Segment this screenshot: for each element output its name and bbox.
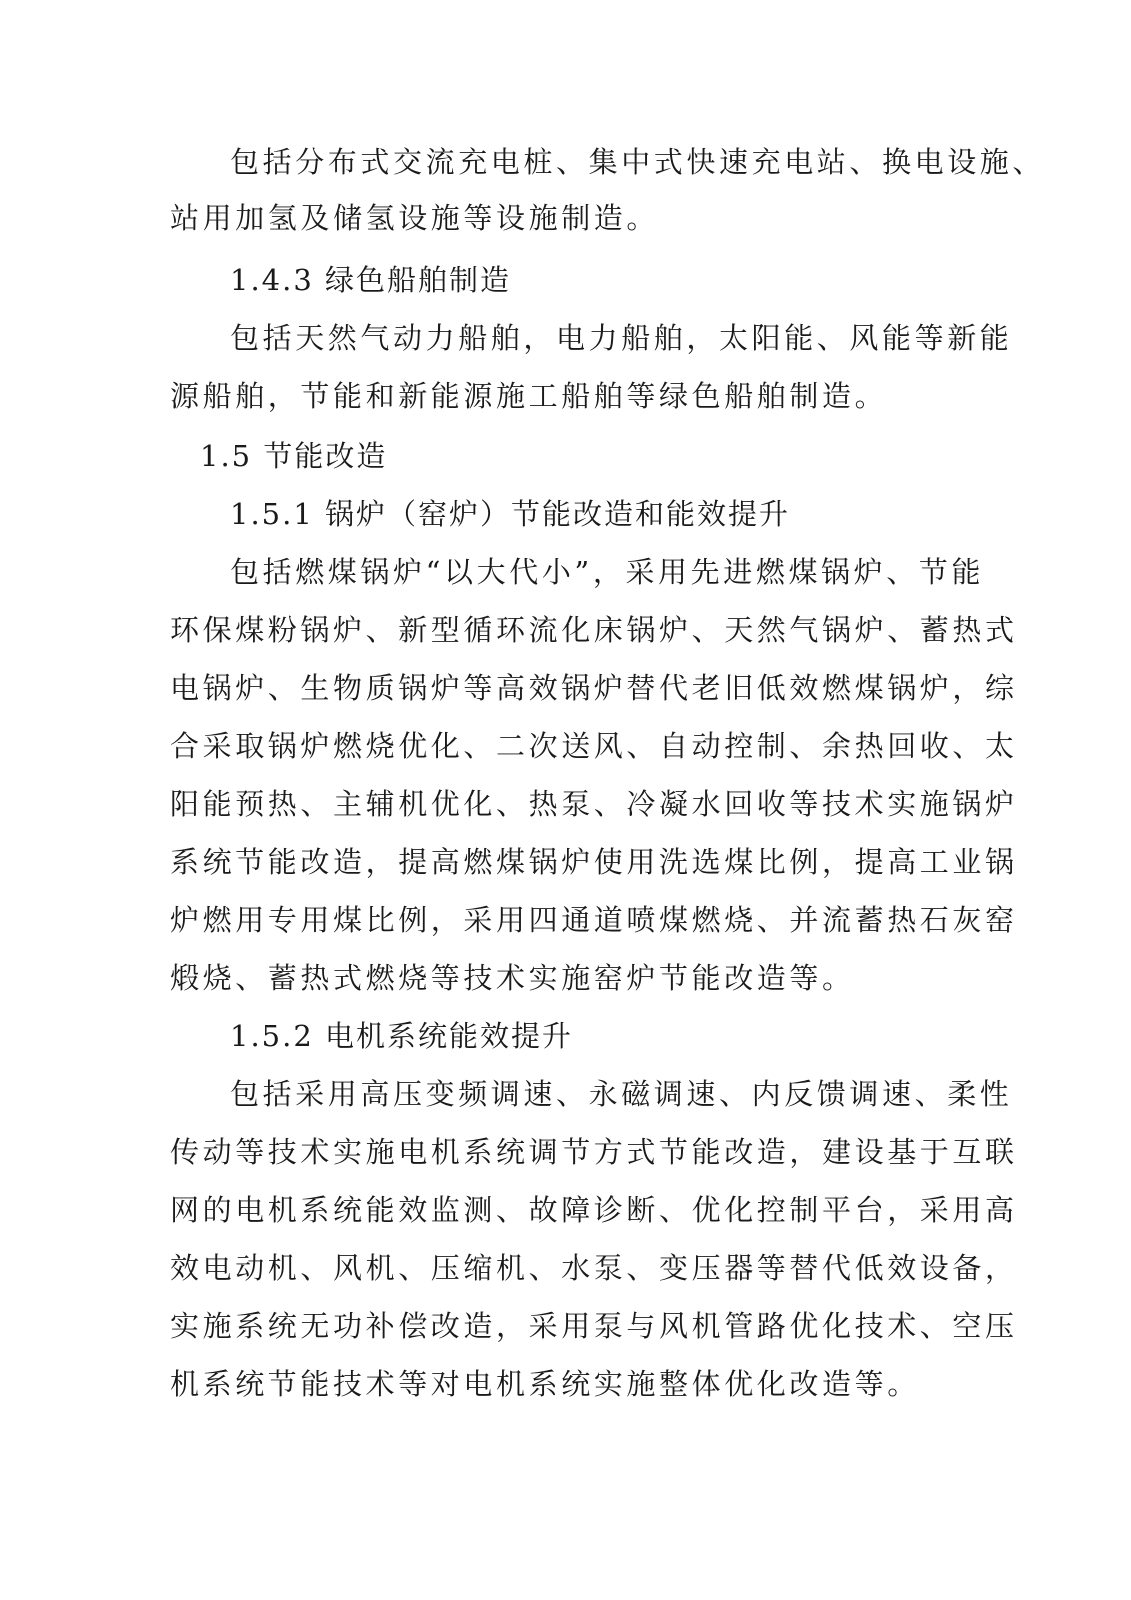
- paragraph-line: 环保煤粉锅炉、新型循环流化床锅炉、天然气锅炉、蓄热式: [170, 613, 1018, 647]
- paragraph-line: 炉燃用专用煤比例，采用四通道喷煤燃烧、并流蓄热石灰窑: [170, 903, 1018, 937]
- paragraph-line: 包括天然气动力船舶，电力船舶，太阳能、风能等新能: [230, 321, 1013, 355]
- paragraph-line: 实施系统无功补偿改造，采用泵与风机管路优化技术、空压: [170, 1309, 1018, 1343]
- section-heading-1-5-1: 1.5.1 锅炉（窑炉）节能改造和能效提升: [230, 497, 791, 531]
- paragraph-line: 阳能预热、主辅机优化、热泵、冷凝水回收等技术实施锅炉: [170, 787, 1018, 821]
- paragraph-line: 包括分布式交流充电桩、集中式快速充电站、换电设施、: [230, 145, 1046, 179]
- paragraph-line: 效电动机、风机、压缩机、水泵、变压器等替代低效设备，: [170, 1251, 1018, 1285]
- section-heading-1-4-3: 1.4.3 绿色船舶制造: [230, 263, 512, 297]
- paragraph-line: 网的电机系统能效监测、故障诊断、优化控制平台，采用高: [170, 1193, 1018, 1227]
- paragraph-line: 合采取锅炉燃烧优化、二次送风、自动控制、余热回收、太: [170, 729, 1018, 763]
- paragraph-line: 传动等技术实施电机系统调节方式节能改造，建设基于互联: [170, 1135, 1018, 1169]
- paragraph-line: 包括燃煤锅炉“以大代小”，采用先进燃煤锅炉、节能: [230, 555, 985, 589]
- paragraph-line: 站用加氢及储氢设施等设施制造。: [170, 201, 660, 235]
- paragraph-line: 源船舶，节能和新能源施工船舶等绿色船舶制造。: [170, 379, 888, 413]
- paragraph-line: 电锅炉、生物质锅炉等高效锅炉替代老旧低效燃煤锅炉，综: [170, 671, 1018, 705]
- section-heading-1-5-2: 1.5.2 电机系统能效提升: [230, 1019, 574, 1053]
- paragraph-line: 系统节能改造，提高燃煤锅炉使用洗选煤比例，提高工业锅: [170, 845, 1018, 879]
- paragraph-line: 包括采用高压变频调速、永磁调速、内反馈调速、柔性: [230, 1077, 1013, 1111]
- section-heading-1-5: 1.5 节能改造: [200, 439, 388, 473]
- paragraph-line: 煅烧、蓄热式燃烧等技术实施窑炉节能改造等。: [170, 961, 855, 995]
- paragraph-line: 机系统节能技术等对电机系统实施整体优化改造等。: [170, 1367, 920, 1401]
